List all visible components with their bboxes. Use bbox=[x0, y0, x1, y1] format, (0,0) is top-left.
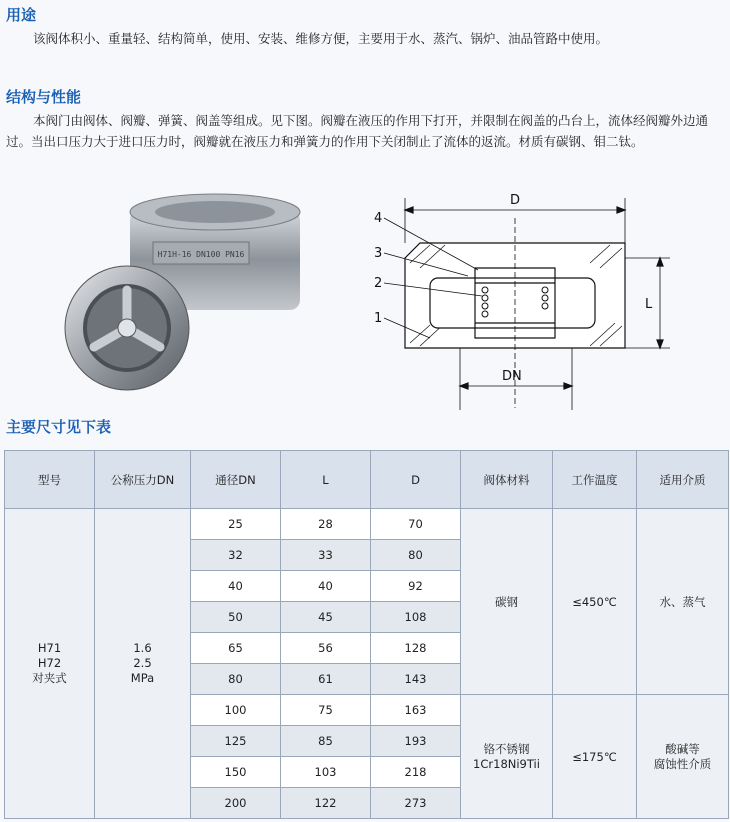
label-3: 3 bbox=[374, 246, 383, 261]
material-cell-2: 铬不锈钢 1Cr18Ni9Tii bbox=[461, 695, 553, 819]
cell-d: 128 bbox=[371, 633, 461, 664]
cell-dn: 200 bbox=[191, 788, 281, 819]
cell-dn: 100 bbox=[191, 695, 281, 726]
cell-l: 40 bbox=[281, 571, 371, 602]
cell-dn: 32 bbox=[191, 540, 281, 571]
label-4: 4 bbox=[374, 211, 383, 226]
medium-cell-2: 酸碱等 腐蚀性介质 bbox=[637, 695, 729, 819]
structure-heading: 结构与性能 bbox=[6, 88, 82, 106]
header-medium: 适用介质 bbox=[637, 451, 729, 509]
cell-dn: 65 bbox=[191, 633, 281, 664]
cell-l: 85 bbox=[281, 726, 371, 757]
table-row bbox=[5, 509, 729, 540]
header-dn: 通径DN bbox=[191, 451, 281, 509]
usage-text: 该阀体积小、重量轻、结构简单，使用、安装、维修方便，主要用于水、蒸汽、锅炉、油品管路中使用。 bbox=[33, 31, 609, 46]
cell-d: 273 bbox=[371, 788, 461, 819]
cell-d: 80 bbox=[371, 540, 461, 571]
cell-dn: 80 bbox=[191, 664, 281, 695]
cell-l: 75 bbox=[281, 695, 371, 726]
cell-d: 92 bbox=[371, 571, 461, 602]
cell-dn: 25 bbox=[191, 509, 281, 540]
cell-d: 163 bbox=[371, 695, 461, 726]
model-cell: H71 H72 对夹式 bbox=[5, 509, 95, 819]
label-1: 1 bbox=[374, 311, 383, 326]
cell-d: 143 bbox=[371, 664, 461, 695]
cell-dn: 125 bbox=[191, 726, 281, 757]
cell-l: 61 bbox=[281, 664, 371, 695]
cell-l: 33 bbox=[281, 540, 371, 571]
medium-cell-1: 水、蒸气 bbox=[637, 509, 729, 695]
cell-dn: 150 bbox=[191, 757, 281, 788]
table-header-row bbox=[5, 451, 729, 509]
cell-l: 28 bbox=[281, 509, 371, 540]
material-cell-1: 碳钢 bbox=[461, 509, 553, 695]
temperature-cell-2: ≤175℃ bbox=[553, 695, 637, 819]
label-L: L bbox=[645, 297, 653, 312]
cross-section-diagram bbox=[360, 188, 690, 418]
cell-l: 103 bbox=[281, 757, 371, 788]
cell-d: 70 bbox=[371, 509, 461, 540]
header-pressure: 公称压力DN bbox=[95, 451, 191, 509]
cell-d: 218 bbox=[371, 757, 461, 788]
cell-d: 193 bbox=[371, 726, 461, 757]
header-d: D bbox=[371, 451, 461, 509]
header-temperature: 工作温度 bbox=[553, 451, 637, 509]
header-model: 型号 bbox=[5, 451, 95, 509]
cell-l: 122 bbox=[281, 788, 371, 819]
spec-table bbox=[4, 450, 729, 819]
label-2: 2 bbox=[374, 276, 383, 291]
table-heading: 主要尺寸见下表 bbox=[6, 418, 112, 436]
pressure-cell: 1.6 2.5 MPa bbox=[95, 509, 191, 819]
nameplate-text: H71H-16 DN100 PN16 bbox=[157, 250, 245, 259]
structure-text: 本阀门由阀体、阀瓣、弹簧、阀盖等组成。见下图。阀瓣在液压的作用下打开，并限制在阀盖的凸台上，流体经阀瓣外边通过。当出口压力大于进口压力时，阀瓣就在液压力和弹簧力的作用下关闭制止了流体的返流。材质有碳钢、钼二钛。 bbox=[6, 113, 709, 149]
label-DN: DN bbox=[502, 369, 522, 384]
temperature-cell-1: ≤450℃ bbox=[553, 509, 637, 695]
header-material: 阀体材料 bbox=[461, 451, 553, 509]
cell-l: 56 bbox=[281, 633, 371, 664]
header-l: L bbox=[281, 451, 371, 509]
label-D: D bbox=[510, 193, 521, 208]
usage-heading: 用途 bbox=[6, 6, 37, 24]
cell-d: 108 bbox=[371, 602, 461, 633]
product-photo bbox=[55, 190, 305, 400]
cell-dn: 50 bbox=[191, 602, 281, 633]
cell-dn: 40 bbox=[191, 571, 281, 602]
cell-l: 45 bbox=[281, 602, 371, 633]
